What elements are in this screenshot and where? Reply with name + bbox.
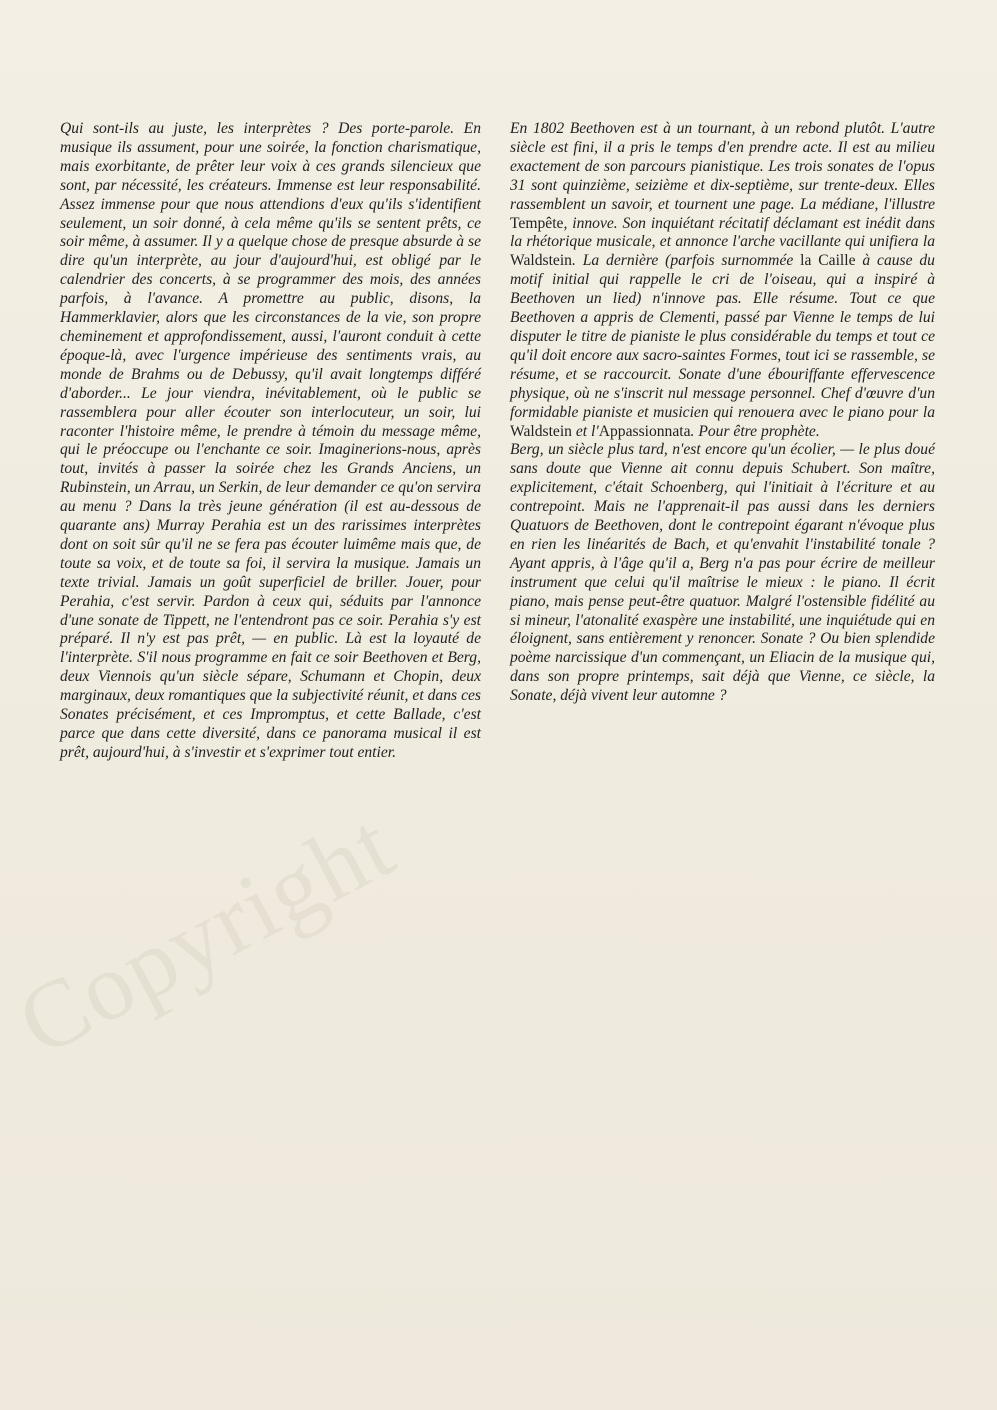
right-column [510,120,935,706]
paragraph-berg: Berg, un siècle plus tard, n'est encore qu'un écolier, — le plus doué sans doute que Vienne ait connu depuis Schubert. Son maître, explicitement, c'était Schoenberg, qui l'initiait à l'écriture et au contrepoint. Mais ne l'apprenait-il pas aussi dans les derniers Quatuors de Beethoven, dont le contrepoint égarant n'évoque plus en rien les linéarités de Bach, et qu'envahit l'instabilité tonale ? Ayant appris, à l'âge qu'il a, Berg n'a pas pour écrire de meilleur instrument que celui qu'il maîtrise le mieux : le piano. Il écrit piano, mais pense peut-être quatuor. Malgré l'ostensible fidélité au si mineur, l'atonalité exaspère une instabilité, une inquiétude qui en éloignent, sans entièrement y renoncer. Sonate ? Ou bien splendide poème narcissique d'un commençant, un Eliacin de la musique qui, dans son propre printemps, sait déjà que Vienne, ce siècle, la Sonate, déjà vivent leur automne ? [510,441,935,705]
paragraph-beethoven: En 1802 Beethoven est à un tournant, à un rebond plutôt. L'autre siècle est fini, il a pris le temps d'en prendre acte. Il est au milieu exactement de son parcours pianistique. Les trois sonates de l'opus 31 sont quinzième, seizième et dix-septième, sur trente-deux. Elles rassemblent un savoir, et tournent une page. La médiane, l'illustre Tempête, innove. Son inquiétant récitatif déclamant est inédit dans la rhétorique musicale, et annonce l'arche vacillante qui unifiera la Waldstein. La dernière (parfois surnommée la Caille à cause du motif initial qui rappelle le cri de l'oiseau, qui a inspiré à Beethoven un lied) n'innove pas. Elle résume. Tout ce que Beethoven a appris de Clementi, passé par Vienne le temps de lui disputer le titre de pianiste le plus considérable du temps et tout ce qu'il doit encore aux sacro-saintes Formes, tout ici se rassemble, se résume, et se raccourcit. Sonate d'une ébouriffante effervescence physique, où ne s'inscrit nul message personnel. Chef d'œuvre d'un formidable pianiste et musicien qui renouera avec le piano pour la Waldstein et l'Appassionnata. Pour être prophète. [510,120,935,440]
paragraph-interpretes: Qui sont-ils au juste, les interprètes ? Des porte-parole. En musique ils assument, pour une soirée, la fonction charismatique, mais exorbitante, de prêter leur voix à ces grands silencieux que sont, par nécessité, les créateurs. Immense est leur responsabilité. Assez immense pour que nous attendions d'eux qu'ils s'identifient seulement, un soir donné, à cela même qu'ils se sentent prêts, ce soir même, à assumer. Il y a quelque chose de presque absurde à se dire qu'un interprète, au jour d'aujourd'hui, est obligé par le calendrier des concerts, à se programmer des mois, des années parfois, à l'avance. A promettre au public, disons, la Hammerklavier, alors que les circonstances de la vie, son propre cheminement et approfondissement, aussi, l'auront conduit à cette époque-là, avec l'urgence impérieuse des sentiments vrais, au monde de Brahms ou de Debussy, qu'il avait longtemps différé d'aborder... Le jour viendra, inévitablement, où le public se rassemblera pour aller écouter son interlocuteur, un soir, lui raconter l'histoire même, le prendre à témoin du message même, qui le préoccupe ou l'enchante ce soir. Imaginerions-nous, après tout, invités à passer la soirée chez les Grands Anciens, un Rubinstein, un Arrau, un Serkin, de leur demander ce qu'on servira au menu ? Dans la très jeune génération (il est au-dessous de quarante ans) Murray Perahia est un des rarissimes interprètes dont on soit sûr qu'il ne se fera pas écouter luimême mais que, de toute sa voix, et de toute sa foi, il servira la musique. Jamais un texte trivial. Jamais un goût superficiel de briller. Jouer, pour Perahia, c'est servir. Pardon à ceux qui, séduits par l'annonce d'une sonate de Tippett, ne l'entendront pas ce soir. Perahia s'y est préparé. Il n'y est pas prêt, — en public. Là est la loyauté de l'interprète. S'il nous programme en fait ce soir Beethoven et Berg, deux Viennois qu'un siècle sépare, Schumann et Chopin, deux marginaux, deux romantiques que la subjectivité réunit, et dans ces Sonates précisément, et ces Impromptus, et cette Ballade, c'est parce que dans cette diversité, dans ce panorama musical il est prêt, aujourd'hui, à s'investir et s'exprimer tout entier. [60,120,481,761]
left-column [60,120,481,763]
title-waldstein: Waldstein [510,252,572,270]
copyright-watermark: Copyright [0,790,411,1077]
title-appassionnata: Appassionnata [598,422,691,440]
title-tempete: Tempête [510,214,564,232]
title-waldstein-2: Waldstein [510,422,572,440]
title-caille: la Caille [800,252,856,270]
